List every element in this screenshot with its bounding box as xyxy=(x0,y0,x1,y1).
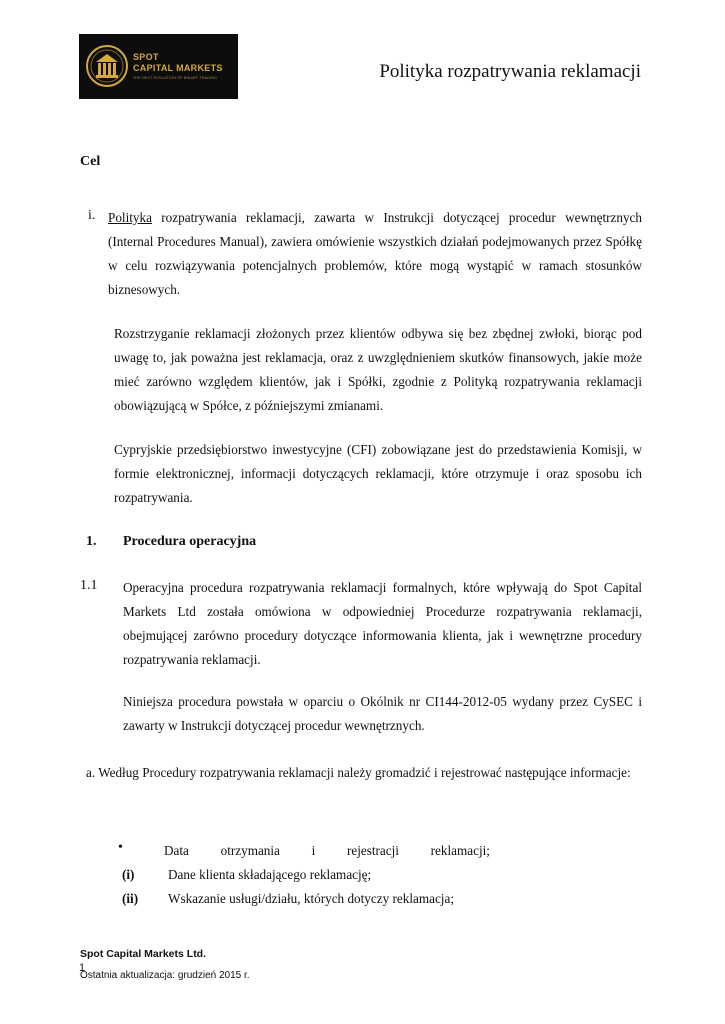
goal-paragraph-2: Rozstrzyganie reklamacji złożonych przez klientów odbywa się bez zbędnej zwłoki, biorąc pod uwagę to, jak poważna jest reklamacja, oraz z uwzględnieniem skutków finansowych, jakie może mieć zarówno względem klientów, jak i Spółki, zgodnie z Polityką rozpatrywania reklamacji obowiązującą w Spółce, z późniejszymi zmianami. xyxy=(114,326,642,413)
bullet-word: otrzymania xyxy=(220,843,280,858)
subsection-number-1-1: 1.1 xyxy=(80,578,98,593)
list-label-ii: (ii) xyxy=(122,891,139,906)
list-label-i: (i) xyxy=(122,867,135,882)
page-number: 1 xyxy=(79,962,86,974)
bullet-word: Data xyxy=(164,843,189,858)
footer-last-updated: Ostatnia aktualizacja: grudzień 2015 r. xyxy=(80,970,250,981)
bullet-item-date xyxy=(164,843,490,859)
item-number-i: i. xyxy=(88,208,96,223)
list-item-i: Dane klienta składającego reklamację; xyxy=(168,867,372,882)
section-heading-goal: Cel xyxy=(80,154,101,169)
document-title: Polityka rozpatrywania reklamacji xyxy=(379,61,641,82)
goal-paragraph-3: Cypryjskie przedsiębiorstwo inwestycyjne (CFI) zobowiązane jest do przedstawienia Komisji, w formie elektronicznej, informacji dotyczących reklamacji, które otrzymuje i oraz sposobu ich rozpatrywania. xyxy=(114,442,642,505)
temple-emblem-icon xyxy=(85,42,129,90)
bullet-word: reklamacji; xyxy=(430,843,490,858)
underlined-term: Polityka xyxy=(108,210,152,225)
bullet-word: rejestracji xyxy=(346,843,399,858)
section-1-heading: Procedura operacyjna xyxy=(123,534,257,549)
subsection-1-1-text: Operacyjna procedura rozpatrywania reklamacji formalnych, które wpływają do Spot Capital Markets Ltd została omówiona w odpowiedniej Procedurze rozpatrywania reklamacji, obejmującej zarówno procedury dotyczące informowania klienta, jak i wewnętrzne procedury rozpatrywania reklamacji. xyxy=(123,580,642,667)
bullet-icon: • xyxy=(118,840,123,855)
goal-paragraph-1 xyxy=(108,206,642,302)
subsection-1-1-paragraph-2: Niniejsza procedura powstała w oparciu o Okólnik nr CI144-2012-05 wydany przez CySEC i zawarty w Instrukcji dotyczącej procedur wewnętrznych. xyxy=(123,694,642,733)
logo-tagline: THE NEXT EVOLUTION OF BINARY TRADING xyxy=(133,76,218,80)
bullet-word: i xyxy=(311,843,316,858)
footer-company: Spot Capital Markets Ltd. xyxy=(80,948,207,960)
list-item-ii: Wskazanie usługi/działu, których dotyczy reklamacja; xyxy=(168,891,454,906)
logo-text-line1: SPOT xyxy=(133,52,159,62)
goal-paragraph-1-text: rozpatrywania reklamacji, zawarta w Instrukcji dotyczącej procedur wewnętrznych (Internal Procedures Manual), zawiera omówienie wszystkich działań podejmowanych przez Spółkę w celu rozwiązywania potencjalnych problemów, które mogą wystąpić w ramach stosunków biznesowych. xyxy=(108,210,642,297)
company-logo xyxy=(79,34,238,99)
point-a: a. Według Procedury rozpatrywania reklamacji należy gromadzić i rejestrować następujące informacje: xyxy=(86,765,631,780)
logo-text-line2: CAPITAL MARKETS xyxy=(133,63,223,73)
section-1-number: 1. xyxy=(86,534,97,549)
